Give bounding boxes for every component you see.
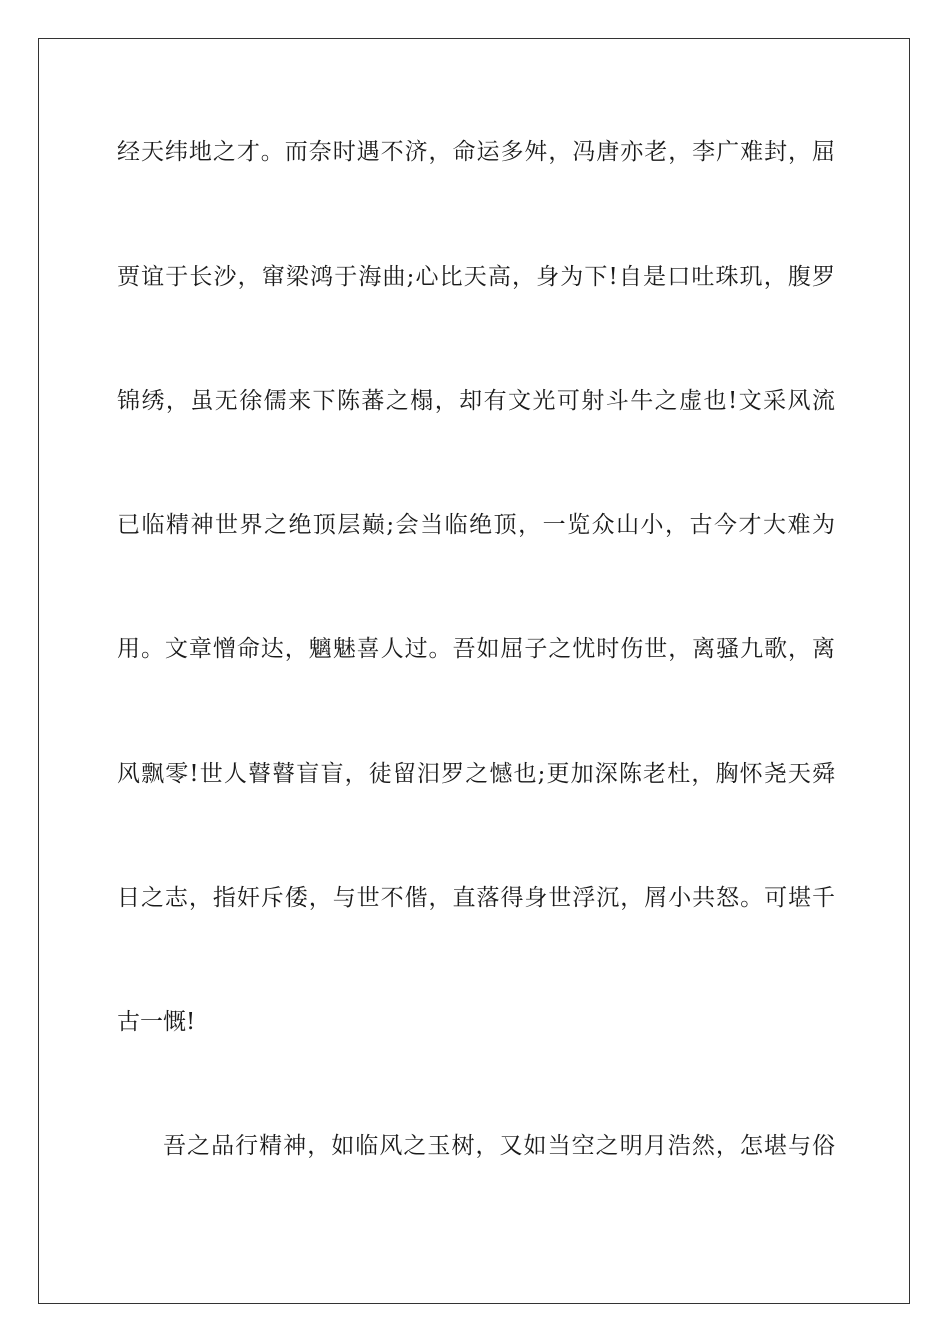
text-line: 已临精神世界之绝顶层巅;会当临绝顶，一览众山小，古今才大难为: [117, 512, 835, 538]
text-line: 锦绣，虽无徐儒来下陈蕃之榻，却有文光可射斗牛之虚也!文采风流: [117, 388, 835, 414]
text-line: 古一慨!: [117, 1009, 196, 1035]
text-line: 经天纬地之才。而奈时遇不济，命运多舛，冯唐亦老，李广难封，屈: [117, 139, 835, 165]
text-line: 日之志，指奸斥倭，与世不偕，直落得身世浮沉，屑小共怒。可堪千: [117, 885, 835, 911]
text-line: 用。文章憎命达，魑魅喜人过。吾如屈子之忧时伤世，离骚九歌，离: [117, 636, 835, 662]
paragraph-start-line: 吾之品行精神，如临风之玉树，又如当空之明月浩然，怎堪与俗: [163, 1133, 835, 1159]
page-border: [38, 38, 910, 1304]
text-line: 贾谊于长沙，窜梁鸿于海曲;心比天高，身为下!自是口吐珠玑，腹罗: [117, 264, 835, 290]
text-line: 风飘零!世人瞽瞽盲盲，徒留汨罗之憾也;更加深陈老杜，胸怀尧天舜: [117, 761, 835, 787]
